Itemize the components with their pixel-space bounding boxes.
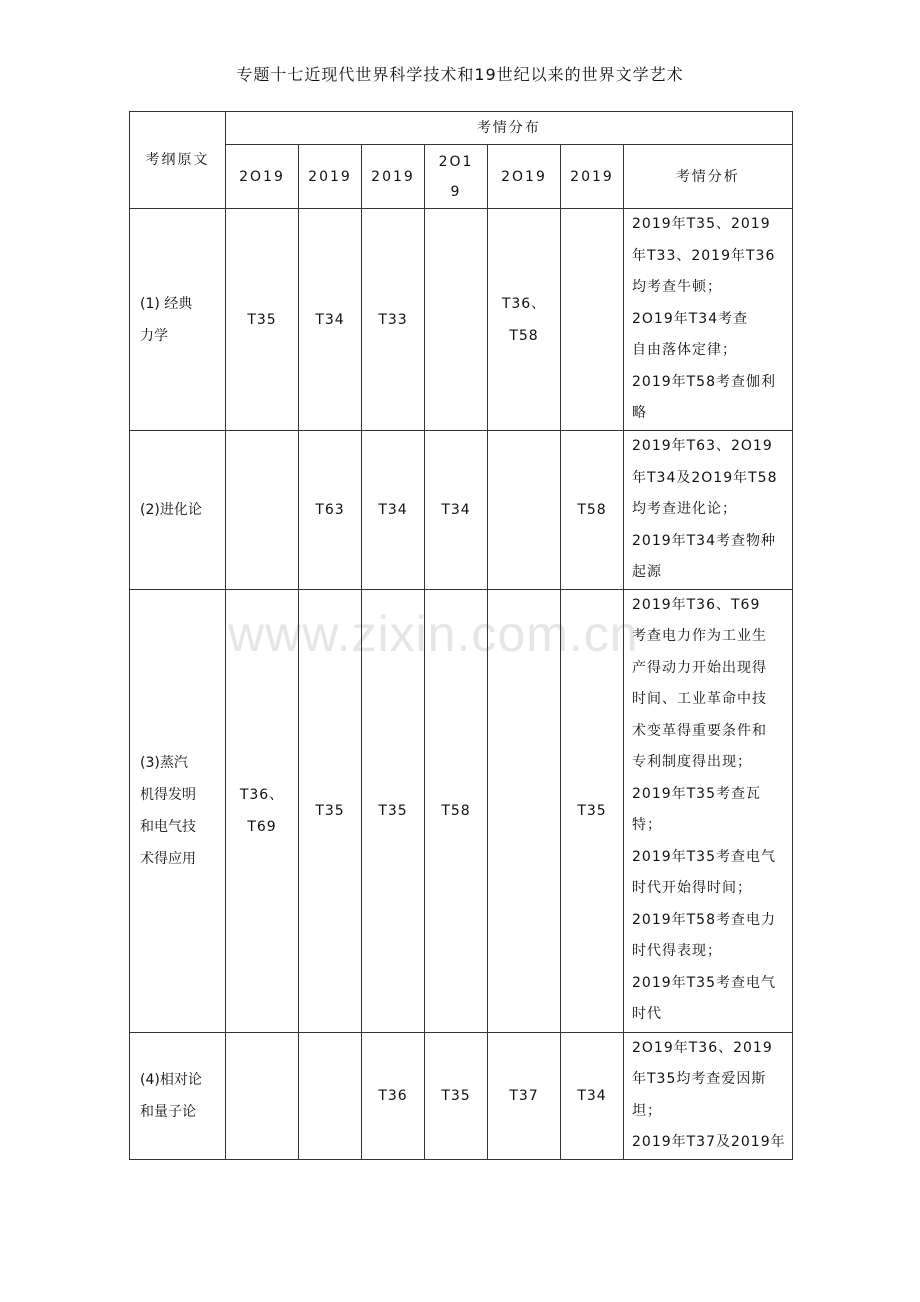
question-cell: T36、 T69 (226, 589, 299, 1032)
analysis-line: 术变革得重要条件和 (632, 722, 767, 739)
table-row (130, 589, 793, 1032)
year-header: 2019 (561, 145, 624, 209)
question-cell (299, 1032, 362, 1159)
analysis-line: 2O19年T34考查 (632, 310, 749, 327)
analysis-line: 均考查牛顿； (632, 279, 722, 295)
question-cell: T33 (362, 209, 425, 431)
analysis-line: 2019年T35考查瓦 (632, 785, 761, 802)
table-row (130, 431, 793, 590)
question-cell: T35 (561, 589, 624, 1032)
topic-line: 和电气技 (140, 818, 196, 835)
analysis-line: 2019年T37及2019年 (632, 1134, 786, 1150)
analysis-line: 均考查进化论； (632, 501, 737, 517)
watermark: www.zixin.com.cn (228, 606, 639, 662)
analysis-line: 起源 (632, 564, 662, 580)
question-cell: T58 (425, 589, 488, 1032)
analysis-line: 自由落体定律； (632, 342, 737, 358)
analysis-line: 2019年T35、2019 (632, 216, 771, 232)
question-cell: T34 (299, 209, 362, 431)
analysis-line: 时代 (632, 1006, 662, 1022)
analysis-line: 2019年T35考查电气 (632, 974, 776, 991)
year-header: 2019 (362, 145, 425, 209)
analysis-cell (624, 431, 793, 590)
year-header (425, 145, 488, 209)
year-header: 2O19 (488, 145, 561, 209)
year-header-text: 2O1 9 (438, 153, 474, 200)
analysis-cell (624, 209, 793, 431)
analysis-cell (624, 589, 793, 1032)
topic-line: (3)蒸汽 (140, 754, 188, 771)
analysis-line: 坦； (632, 1102, 662, 1119)
analysis-line: 时间、工业革命中技 (632, 691, 767, 707)
analysis-line: 2019年T36、T69 (632, 596, 761, 613)
analysis-line: 时代得表现； (632, 943, 722, 959)
question-cell: T63 (299, 431, 362, 590)
analysis-cell (624, 1032, 793, 1159)
analysis-line: 2019年T35考查电气 (632, 848, 776, 865)
analysis-line: 年T35均考查爱因斯 (632, 1071, 767, 1087)
question-cell: T35 (226, 209, 299, 431)
question-cell: T58 (561, 431, 624, 590)
question-cell: T34 (362, 431, 425, 590)
analysis-line: 2019年T63、2O19 (632, 438, 773, 454)
analysis-line: 特； (632, 817, 662, 833)
outline-header: 考纲原文 (130, 112, 226, 209)
question-cell: T34 (561, 1032, 624, 1159)
question-cell: T36、 T58 (488, 209, 561, 431)
topic-line: (4)相对论 (140, 1071, 202, 1088)
topic-line: 机得发明 (140, 786, 196, 803)
question-cell: T36 (362, 1032, 425, 1159)
topic-cell (130, 1032, 226, 1159)
analysis-line: 年T33、2019年T36 (632, 247, 776, 264)
topic-line: (1) 经典 (140, 295, 193, 312)
table-row (130, 1032, 793, 1159)
analysis-line: 年T34及2O19年T58 (632, 469, 778, 486)
question-cell: T35 (425, 1032, 488, 1159)
analysis-line: 考查电力作为工业生 (632, 628, 767, 644)
analysis-line: 时代开始得时间； (632, 880, 752, 896)
analysis-line: 略 (632, 405, 647, 421)
topic-line: 力学 (140, 327, 168, 344)
exam-analysis-table (129, 111, 793, 1160)
year-header: 2O19 (226, 145, 299, 209)
topic-line: 和量子论 (140, 1103, 196, 1120)
question-cell: T34 (425, 431, 488, 590)
topic-cell (130, 431, 226, 590)
document-title: 专题十七近现代世界科学技术和19世纪以来的世界文学艺术 (236, 65, 684, 84)
table-row (130, 209, 793, 431)
question-cell (488, 589, 561, 1032)
question-cell (226, 1032, 299, 1159)
topic-line: 术得应用 (140, 850, 196, 867)
analysis-line: 2019年T34考查物种 (632, 532, 776, 549)
topic-cell (130, 589, 226, 1032)
question-cell: T35 (299, 589, 362, 1032)
distribution-header: 考情分布 (226, 112, 793, 145)
analysis-line: 产得动力开始出现得 (632, 659, 767, 676)
question-cell (425, 209, 488, 431)
question-cell: T37 (488, 1032, 561, 1159)
question-cell (226, 431, 299, 590)
question-cell (488, 431, 561, 590)
question-cell: T35 (362, 589, 425, 1032)
question-cell (561, 209, 624, 431)
topic-line: (2)进化论 (140, 501, 202, 518)
analysis-line: 2O19年T36、2019 (632, 1039, 773, 1056)
analysis-line: 2019年T58考查伽利 (632, 373, 776, 390)
analysis-header: 考情分析 (624, 145, 793, 209)
analysis-line: 2019年T58考查电力 (632, 911, 776, 928)
year-header: 2019 (299, 145, 362, 209)
analysis-line: 专利制度得出现； (632, 754, 752, 770)
header-row-1 (130, 112, 793, 145)
header-row-2 (130, 145, 793, 209)
topic-cell (130, 209, 226, 431)
